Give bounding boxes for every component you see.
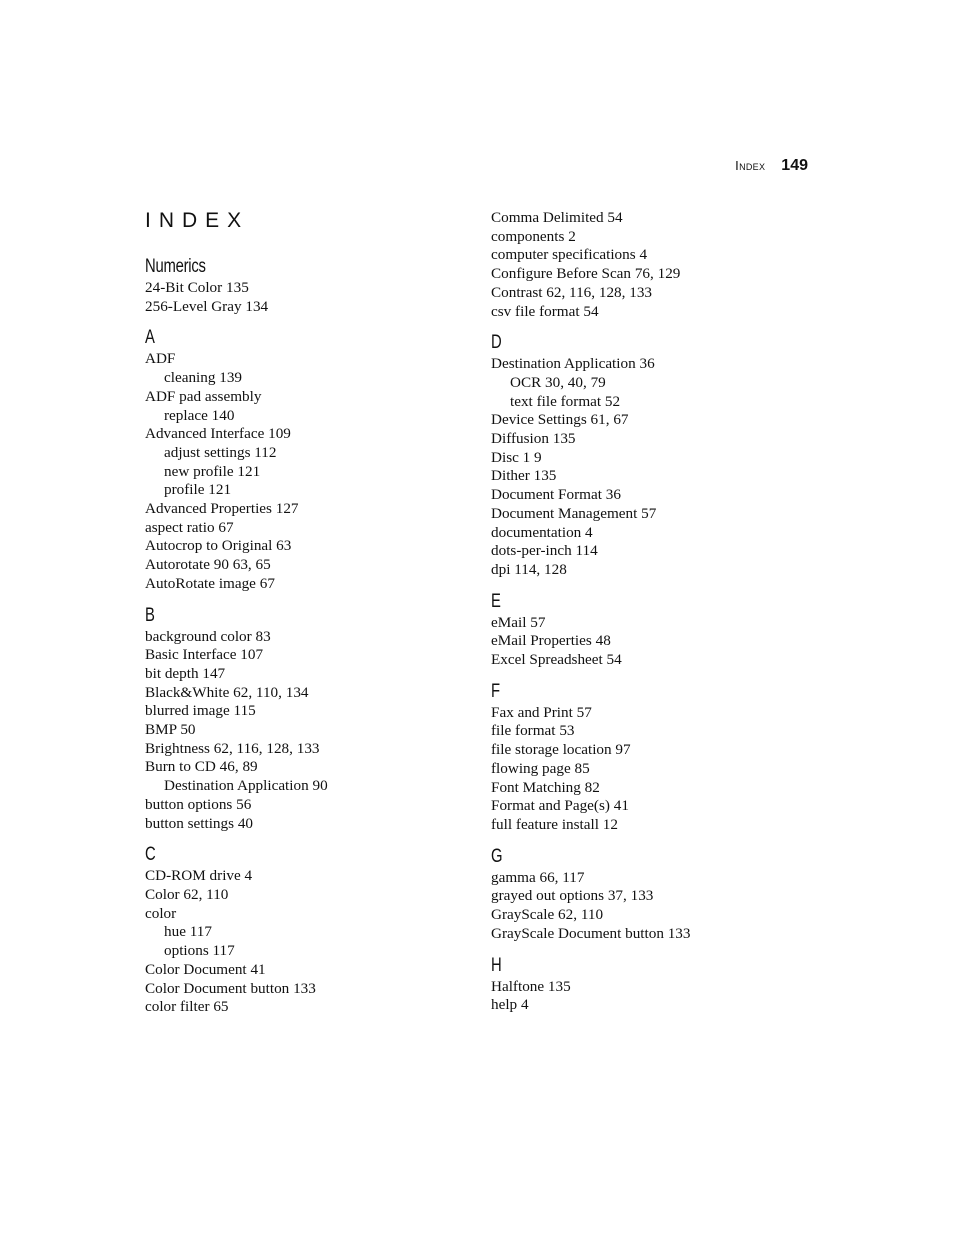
- index-subentry: new profile 121: [164, 462, 261, 480]
- index-entry: csv file format 54: [491, 302, 599, 320]
- index-section-heading: C: [145, 844, 156, 866]
- index-entry: Diffusion 135: [491, 430, 576, 448]
- index-entry: color: [145, 904, 177, 922]
- index-subentry: options 117: [164, 942, 235, 960]
- index-entry: button settings 40: [145, 814, 254, 832]
- index-entry: eMail Properties 48: [491, 632, 611, 650]
- index-entry: Disc 1 9: [491, 448, 542, 466]
- index-entry: Halftone 135: [491, 977, 571, 995]
- index-entry: Dither 135: [491, 467, 557, 485]
- index-title: INDEX: [145, 209, 250, 232]
- section-spacer: [145, 833, 465, 843]
- index-entry: CD-ROM drive 4: [145, 867, 253, 885]
- index-entry: eMail 57: [491, 613, 546, 631]
- index-entry: Destination Application 36: [491, 355, 655, 373]
- index-entry: computer specifications 4: [491, 246, 648, 264]
- index-section-heading: H: [491, 954, 502, 976]
- index-entry: Excel Spreadsheet 54: [491, 651, 622, 669]
- section-spacer: [145, 316, 465, 326]
- index-entry: Advanced Interface 109: [145, 425, 291, 443]
- index-entry: Basic Interface 107: [145, 646, 264, 664]
- index-section-heading: B: [145, 604, 155, 626]
- section-spacer: [491, 944, 811, 954]
- index-entry: ADF: [145, 350, 176, 368]
- index-section-heading: D: [491, 332, 502, 354]
- index-entry: Configure Before Scan 76, 129: [491, 265, 681, 283]
- index-column-right: [491, 209, 811, 1015]
- index-entry: Fax and Print 57: [491, 703, 592, 721]
- index-entry: Advanced Properties 127: [145, 500, 299, 518]
- section-spacer: [491, 580, 811, 590]
- index-subentry: text file format 52: [510, 392, 621, 410]
- section-spacer: [145, 594, 465, 604]
- index-entry: gamma 66, 117: [491, 868, 585, 886]
- index-entry: BMP 50: [145, 721, 196, 739]
- index-subentry: Destination Application 90: [164, 777, 328, 795]
- page-number: 149: [781, 157, 808, 174]
- index-entry: aspect ratio 67: [145, 518, 234, 536]
- index-entry: Device Settings 61, 67: [491, 411, 629, 429]
- index-entry: flowing page 85: [491, 759, 590, 777]
- index-entry: Autocrop to Original 63: [145, 537, 292, 555]
- index-entry: ADF pad assembly: [145, 387, 262, 405]
- index-entry: dots-per-inch 114: [491, 542, 598, 560]
- index-entry: Comma Delimited 54: [491, 209, 623, 226]
- index-entry: button options 56: [145, 795, 252, 813]
- section-spacer: [491, 670, 811, 680]
- section-spacer: [491, 321, 811, 331]
- index-entry: file format 53: [491, 722, 575, 740]
- index-entry: Color 62, 110: [145, 885, 229, 903]
- index-subentry: OCR 30, 40, 79: [510, 373, 606, 391]
- index-entry: color filter 65: [145, 998, 229, 1016]
- index-section-heading: E: [491, 590, 501, 612]
- index-entry: Contrast 62, 116, 128, 133: [491, 283, 653, 301]
- index-entry: documentation 4: [491, 523, 593, 541]
- index-entry: help 4: [491, 996, 529, 1014]
- index-subentry: profile 121: [164, 481, 232, 499]
- index-entry: Brightness 62, 116, 128, 133: [145, 739, 320, 757]
- index-entry: Autorotate 90 63, 65: [145, 556, 271, 574]
- index-entry: GrayScale 62, 110: [491, 906, 604, 924]
- index-entry: Font Matching 82: [491, 778, 600, 796]
- index-subentry: adjust settings 112: [164, 443, 277, 461]
- header-section-title: Index: [735, 158, 766, 173]
- index-entry: Document Management 57: [491, 504, 657, 522]
- index-entry: Format and Page(s) 41: [491, 797, 629, 815]
- index-entry: Burn to CD 46, 89: [145, 758, 258, 776]
- index-entry: Black&White 62, 110, 134: [145, 683, 309, 701]
- index-subentry: cleaning 139: [164, 369, 243, 387]
- index-entry: GrayScale Document button 133: [491, 924, 691, 942]
- index-entry: background color 83: [145, 627, 271, 645]
- index-entry: dpi 114, 128: [491, 560, 567, 578]
- index-entry: blurred image 115: [145, 702, 256, 720]
- index-entry: Color Document button 133: [145, 979, 316, 997]
- index-entry: 24-Bit Color 135: [145, 279, 249, 296]
- section-spacer: [491, 835, 811, 845]
- index-entry: 256-Level Gray 134: [145, 297, 269, 315]
- index-entry: components 2: [491, 227, 576, 245]
- index-entry: Color Document 41: [145, 960, 266, 978]
- index-subentry: hue 117: [164, 923, 212, 941]
- index-entry: Document Format 36: [491, 486, 621, 504]
- index-section-heading: G: [491, 845, 503, 867]
- running-header: [735, 157, 808, 175]
- index-column-left: [145, 255, 465, 1017]
- index-section-heading: Numerics: [145, 256, 206, 277]
- index-section-heading: F: [491, 680, 500, 702]
- index-entry: AutoRotate image 67: [145, 574, 275, 592]
- index-entry: grayed out options 37, 133: [491, 887, 654, 905]
- index-section-heading: A: [145, 327, 155, 349]
- index-subentry: replace 140: [164, 406, 235, 424]
- index-entry: full feature install 12: [491, 815, 618, 833]
- index-entry: file storage location 97: [491, 741, 631, 759]
- index-entry: bit depth 147: [145, 664, 226, 682]
